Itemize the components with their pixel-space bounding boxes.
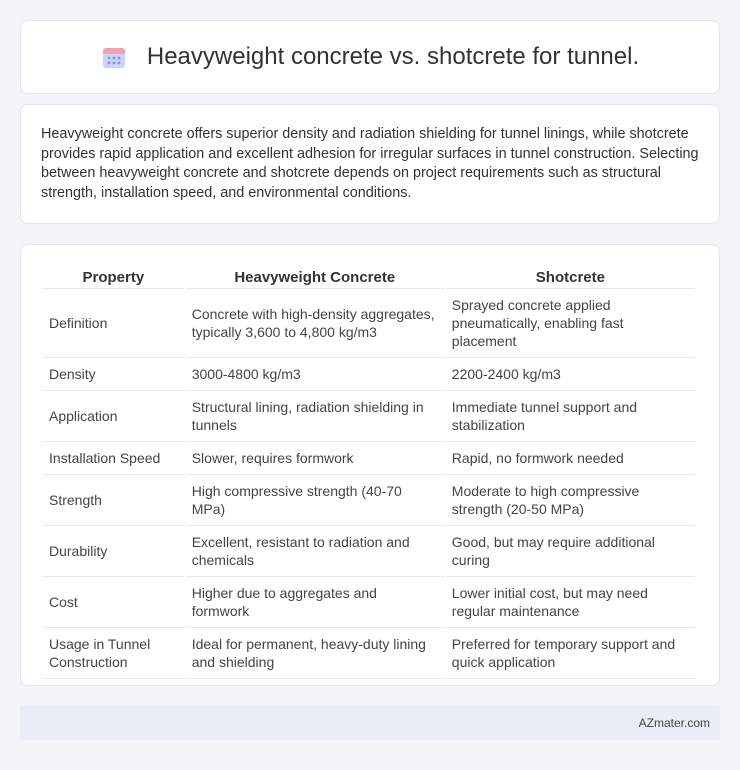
intro-card: [20, 104, 720, 224]
row-property: Definition: [43, 289, 184, 358]
page-title: Heavyweight concrete vs. shotcrete for tunnel.: [146, 43, 640, 70]
row-property: Installation Speed: [43, 442, 184, 475]
row-heavyweight-value: Structural lining, radiation shielding in tunnels: [186, 391, 444, 442]
table-row: [43, 358, 695, 391]
row-property: Density: [43, 358, 184, 391]
table-row: [43, 577, 695, 628]
row-property: Application: [43, 391, 184, 442]
row-shotcrete-value: Rapid, no formwork needed: [446, 442, 695, 475]
intro-text: Heavyweight concrete offers superior density and radiation shielding for tunnel linings, while shotcrete provides rapid application and excellent adhesion for irregular surfaces in tunnel construction. Selecting between heavyweight concrete and shotcrete depends on project requirements such as structural strength, installation speed, and environmental conditions.: [41, 126, 699, 201]
row-shotcrete-value: 2200-2400 kg/m3: [446, 358, 695, 391]
footer-site-label: AZmater.com: [638, 716, 710, 730]
row-heavyweight-value: Concrete with high-density aggregates, typically 3,600 to 4,800 kg/m3: [186, 289, 444, 358]
header-heavyweight-concrete: Heavyweight Concrete: [186, 263, 444, 289]
row-property: Usage in Tunnel Construction: [43, 628, 184, 679]
row-heavyweight-value: 3000-4800 kg/m3: [186, 358, 444, 391]
row-heavyweight-value: Ideal for permanent, heavy-duty lining and shielding: [186, 628, 444, 679]
row-heavyweight-value: Excellent, resistant to radiation and chemicals: [186, 526, 444, 577]
row-property: Strength: [43, 475, 184, 526]
table-row: [43, 289, 695, 358]
row-property: Cost: [43, 577, 184, 628]
table-row: [43, 628, 695, 679]
table-header-row: [43, 263, 695, 289]
header-property: Property: [43, 263, 184, 289]
footer: [20, 706, 720, 740]
table-row: [43, 442, 695, 475]
row-shotcrete-value: Preferred for temporary support and quick application: [446, 628, 695, 679]
comparison-card: [20, 244, 720, 686]
row-heavyweight-value: Higher due to aggregates and formwork: [186, 577, 444, 628]
row-shotcrete-value: Immediate tunnel support and stabilization: [446, 391, 695, 442]
row-heavyweight-value: Slower, requires formwork: [186, 442, 444, 475]
row-shotcrete-value: Sprayed concrete applied pneumatically, enabling fast placement: [446, 289, 695, 358]
header-shotcrete: Shotcrete: [446, 263, 695, 289]
row-shotcrete-value: Moderate to high compressive strength (20-50 MPa): [446, 475, 695, 526]
comparison-table: [41, 263, 697, 679]
table-row: [43, 391, 695, 442]
calendar-icon: [101, 44, 127, 70]
title-card: [20, 20, 720, 94]
row-shotcrete-value: Lower initial cost, but may need regular maintenance: [446, 577, 695, 628]
row-property: Durability: [43, 526, 184, 577]
table-row: [43, 526, 695, 577]
table-row: [43, 475, 695, 526]
row-shotcrete-value: Good, but may require additional curing: [446, 526, 695, 577]
row-heavyweight-value: High compressive strength (40-70 MPa): [186, 475, 444, 526]
